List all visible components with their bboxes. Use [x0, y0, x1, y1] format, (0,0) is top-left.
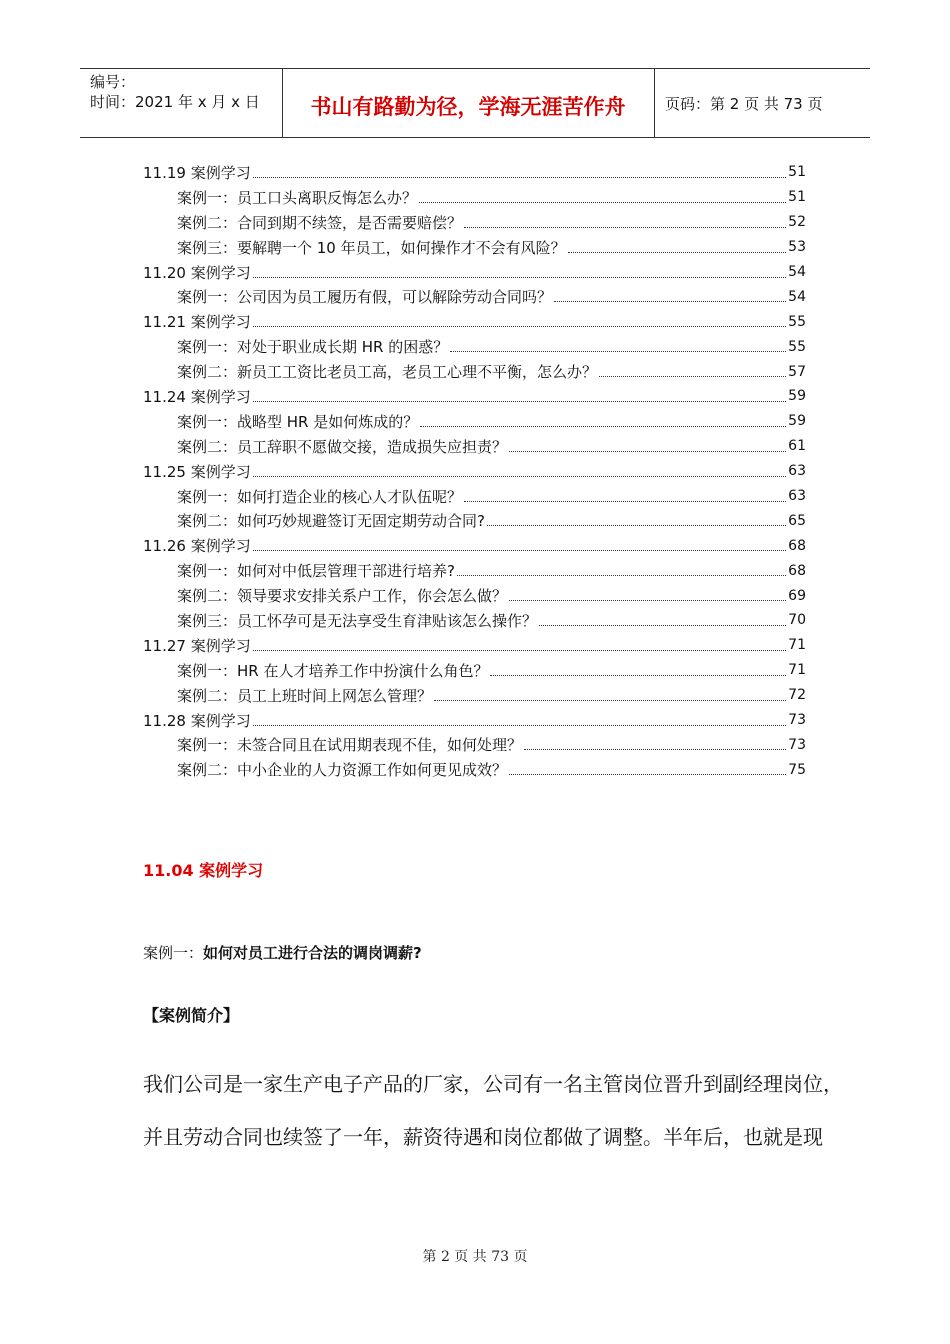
toc-leader-dots	[524, 737, 786, 750]
toc-entry-title: 11.27 案例学习	[143, 636, 251, 655]
toc-entry-section[interactable]	[143, 459, 806, 484]
paragraph-line: 并且劳动合同也续签了一年，薪资待遇和岗位都做了调整。半年后，也就是现	[143, 1125, 823, 1149]
toc-entry-section[interactable]	[143, 533, 806, 558]
toc-entry-page: 54	[788, 264, 806, 280]
toc-entry-page: 61	[788, 438, 806, 455]
toc-leader-dots	[599, 364, 786, 377]
toc-entry-case[interactable]	[143, 409, 806, 434]
toc-entry-page: 72	[788, 687, 806, 704]
toc-entry-section[interactable]	[143, 633, 806, 658]
toc-leader-dots	[509, 588, 786, 601]
toc-entry-page: 59	[788, 413, 806, 430]
toc-entry-title: 案例一：公司因为员工履历有假，可以解除劳动合同吗？	[177, 288, 553, 307]
toc-entry-case[interactable]	[143, 210, 806, 235]
case-heading	[143, 942, 422, 963]
toc-leader-dots	[253, 314, 786, 327]
toc-leader-dots	[253, 464, 786, 477]
toc-entry-title: 案例二：如何巧妙规避签订无固定期劳动合同?	[177, 512, 485, 531]
toc-entry-section[interactable]	[143, 708, 806, 733]
toc-entry-case[interactable]	[143, 732, 806, 757]
toc-entry-title: 案例三：员工怀孕可是无法享受生育津贴该怎么操作？	[177, 611, 538, 630]
toc-entry-section[interactable]	[143, 309, 806, 334]
header-page-cell	[655, 69, 870, 137]
toc-entry-title: 案例一：未签合同且在试用期表现不佳，如何处理？	[177, 736, 523, 755]
toc-entry-title: 案例一：员工口头离职反悔怎么办？	[177, 188, 418, 207]
toc-leader-dots	[509, 762, 786, 775]
toc-entry-page: 57	[788, 363, 806, 380]
toc-entry-title: 11.28 案例学习	[143, 711, 251, 730]
toc-leader-dots	[509, 439, 786, 452]
toc-entry-page: 75	[788, 761, 806, 778]
intro-paragraph	[143, 1058, 843, 1164]
toc-entry-case[interactable]	[143, 434, 806, 459]
toc-entry-title: 11.25 案例学习	[143, 462, 251, 481]
toc-leader-dots	[253, 389, 786, 402]
toc-entry-title: 11.20 案例学习	[143, 263, 251, 282]
toc-entry-title: 11.21 案例学习	[143, 313, 251, 332]
toc-entry-page: 73	[788, 712, 806, 729]
toc-entry-page: 70	[788, 612, 806, 629]
toc-entry-case[interactable]	[143, 484, 806, 509]
toc-entry-title: 案例二：员工上班时间上网怎么管理？	[177, 686, 433, 705]
toc-entry-title: 11.26 案例学习	[143, 537, 251, 556]
toc-entry-page: 53	[788, 239, 806, 256]
header-motto-cell	[282, 69, 655, 137]
toc-entry-case[interactable]	[143, 185, 806, 210]
paragraph-line: 我们公司是一家生产电子产品的厂家，公司有一名主管岗位晋升到副经理岗位，	[143, 1072, 843, 1096]
toc-leader-dots	[253, 713, 786, 726]
toc-entry-page: 73	[788, 736, 806, 753]
toc-entry-case[interactable]	[143, 757, 806, 782]
toc-entry-case[interactable]	[143, 334, 806, 359]
toc-leader-dots	[568, 240, 787, 253]
table-of-contents	[143, 160, 806, 782]
toc-leader-dots	[420, 414, 786, 427]
toc-entry-title: 案例一：如何对中低层管理干部进行培养?	[177, 562, 455, 581]
toc-entry-case[interactable]	[143, 359, 806, 384]
toc-entry-section[interactable]	[143, 260, 806, 285]
toc-entry-title: 案例一：对处于职业成长期 HR 的困惑？	[177, 338, 449, 357]
section-title: 11.04 案例学习	[143, 861, 264, 880]
toc-leader-dots	[464, 215, 786, 228]
case-prefix: 案例一：	[143, 944, 204, 962]
toc-entry-page: 52	[788, 214, 806, 231]
toc-entry-title: 案例三：要解聘一个 10 年员工，如何操作才不会有风险？	[177, 238, 566, 257]
toc-leader-dots	[539, 613, 786, 626]
toc-leader-dots	[253, 165, 786, 178]
toc-leader-dots	[487, 513, 786, 526]
toc-leader-dots	[253, 265, 786, 278]
toc-leader-dots	[464, 489, 786, 502]
toc-leader-dots	[419, 190, 786, 203]
number-label: 编号：	[90, 73, 136, 91]
toc-leader-dots	[554, 289, 786, 302]
toc-entry-page: 63	[788, 488, 806, 505]
toc-entry-page: 71	[788, 637, 806, 654]
toc-leader-dots	[253, 538, 786, 551]
toc-entry-section[interactable]	[143, 384, 806, 409]
case-question: 如何对员工进行合法的调岗调薪?	[203, 944, 422, 962]
toc-entry-page: 55	[788, 313, 806, 330]
intro-heading: 【案例简介】	[143, 1006, 240, 1025]
toc-leader-dots	[490, 663, 786, 676]
page-info: 页码：第 2 页 共 73 页	[665, 95, 823, 113]
toc-entry-case[interactable]	[143, 658, 806, 683]
toc-leader-dots	[457, 563, 786, 576]
toc-entry-page: 68	[788, 562, 806, 579]
page-footer: 第 2 页 共 73 页	[422, 1249, 528, 1265]
toc-entry-title: 案例二：新员工工资比老员工高，老员工心理不平衡，怎么办？	[177, 363, 598, 382]
toc-entry-case[interactable]	[143, 284, 806, 309]
toc-leader-dots	[253, 638, 786, 651]
toc-entry-title: 案例一：如何打造企业的核心人才队伍呢？	[177, 487, 463, 506]
toc-entry-case[interactable]	[143, 235, 806, 260]
toc-entry-title: 案例二：员工辞职不愿做交接，造成损失应担责？	[177, 437, 508, 456]
toc-entry-title: 案例二：中小企业的人力资源工作如何更见成效？	[177, 761, 508, 780]
toc-entry-title: 案例一：战略型 HR 是如何炼成的？	[177, 412, 419, 431]
header-table	[80, 68, 870, 138]
time-label: 时间：2021 年 x 月 x 日	[90, 93, 260, 111]
toc-entry-page: 59	[788, 388, 806, 405]
toc-entry-page: 51	[788, 164, 806, 181]
toc-entry-page: 55	[788, 338, 806, 355]
toc-entry-page: 65	[788, 512, 806, 529]
toc-leader-dots	[434, 688, 786, 701]
toc-entry-page: 54	[788, 288, 806, 305]
toc-entry-case[interactable]	[143, 508, 806, 533]
toc-entry-section[interactable]	[143, 160, 806, 185]
toc-entry-case[interactable]	[143, 683, 806, 708]
toc-entry-case[interactable]	[143, 608, 806, 633]
toc-entry-title: 案例一：HR 在人才培养工作中扮演什么角色？	[177, 661, 489, 680]
toc-entry-title: 案例二：合同到期不续签，是否需要赔偿？	[177, 213, 463, 232]
toc-entry-page: 71	[788, 662, 806, 679]
toc-entry-case[interactable]	[143, 583, 806, 608]
toc-leader-dots	[450, 339, 786, 352]
toc-entry-page: 69	[788, 587, 806, 604]
toc-entry-title: 案例二：领导要求安排关系户工作，你会怎么做？	[177, 587, 508, 606]
toc-entry-page: 63	[788, 463, 806, 480]
toc-entry-page: 51	[788, 189, 806, 206]
motto: 书山有路勤为径，学海无涯苦作舟	[310, 94, 626, 119]
header-meta-cell	[80, 69, 283, 137]
toc-entry-title: 11.24 案例学习	[143, 387, 251, 406]
toc-entry-page: 68	[788, 537, 806, 554]
toc-entry-case[interactable]	[143, 558, 806, 583]
toc-entry-title: 11.19 案例学习	[143, 163, 251, 182]
